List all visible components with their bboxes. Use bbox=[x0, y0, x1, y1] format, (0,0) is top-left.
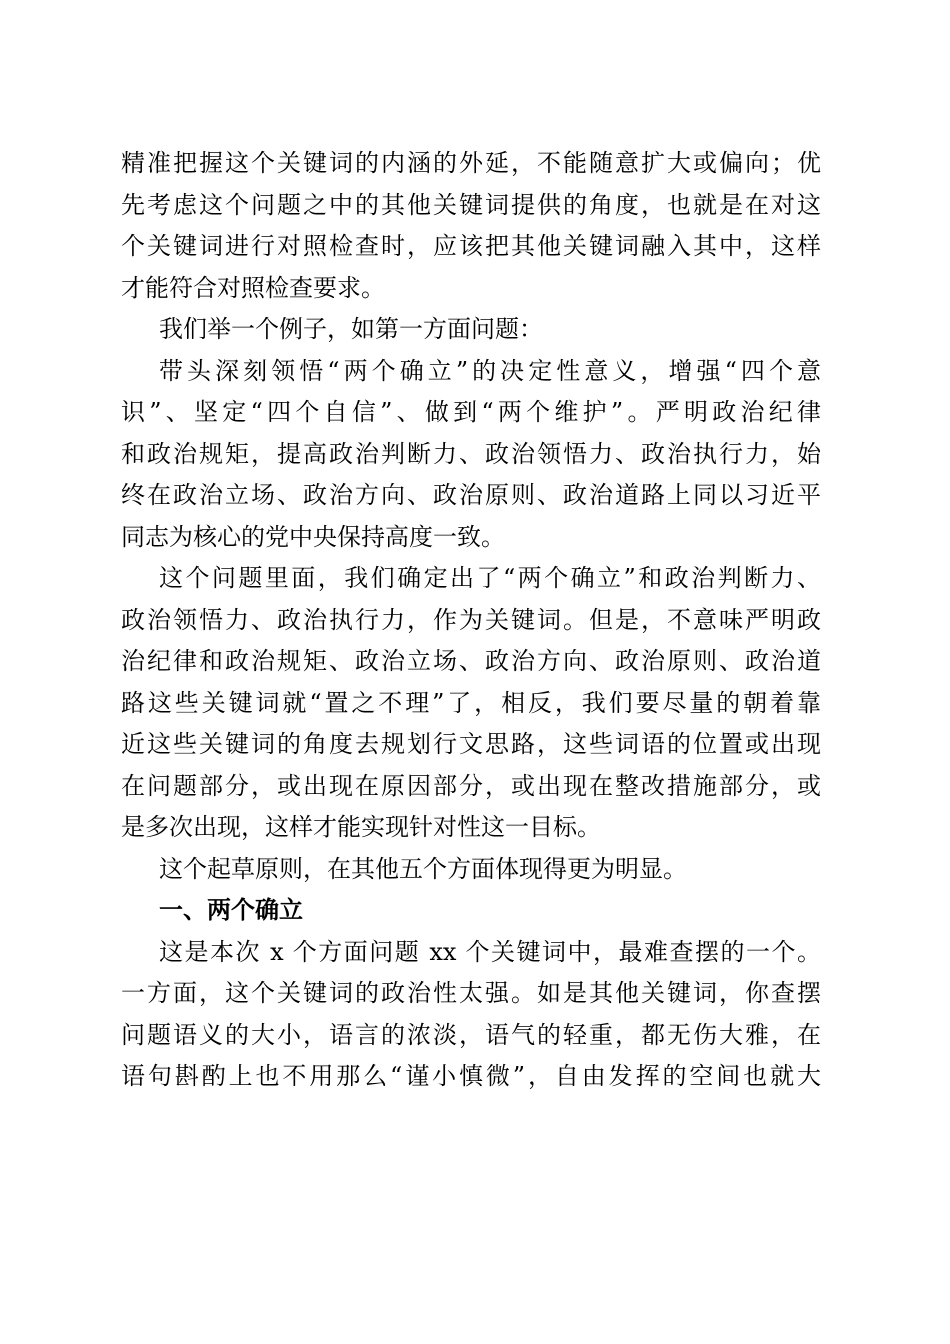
text-line: 近这些关键词的角度去规划行文思路，这些词语的位置或出现 bbox=[121, 730, 821, 758]
text-line: 终在政治立场、政治方向、政治原则、政治道路上同以习近平 bbox=[121, 481, 821, 509]
text-line: 精准把握这个关键词的内涵的外延，不能随意扩大或偏向；优 bbox=[121, 149, 821, 177]
text-line: 带头深刻领悟“两个确立”的决定性意义，增强“四个意 bbox=[159, 356, 821, 385]
text-line: 才能符合对照检查要求。 bbox=[121, 273, 385, 302]
section-heading: 一、两个确立 bbox=[159, 896, 303, 924]
text-line: 同志为核心的党中央保持高度一致。 bbox=[121, 522, 505, 551]
text-line: 这个起草原则，在其他五个方面体现得更为明显。 bbox=[159, 854, 687, 883]
text-line: 一方面，这个关键词的政治性太强。如是其他关键词，你查摆 bbox=[121, 979, 821, 1007]
text-line: 和政治规矩，提高政治判断力、政治领悟力、政治执行力，始 bbox=[121, 439, 821, 468]
text-line: 这是本次 x 个方面问题 xx 个关键词中，最难查摆的一个。 bbox=[159, 937, 821, 966]
text-line: 这个问题里面，我们确定出了“两个确立”和政治判断力、 bbox=[159, 564, 821, 592]
text-line: 我们举一个例子，如第一方面问题： bbox=[159, 315, 543, 343]
text-line: 治纪律和政治规矩、政治立场、政治方向、政治原则、政治道 bbox=[121, 647, 821, 675]
text-line: 问题语义的大小，语言的浓淡，语气的轻重，都无伤大雅，在 bbox=[121, 1020, 821, 1049]
text-line: 识”、坚定“四个自信”、做到“两个维护”。严明政治纪律 bbox=[121, 398, 821, 426]
document-body bbox=[121, 143, 821, 1098]
text-line: 在问题部分，或出现在原因部分，或出现在整改措施部分，或 bbox=[121, 771, 821, 800]
text-line: 个关键词进行对照检查时，应该把其他关键词融入其中，这样 bbox=[121, 232, 821, 260]
text-line: 路这些关键词就“置之不理”了，相反，我们要尽量的朝着靠 bbox=[121, 688, 821, 717]
text-line: 语句斟酌上也不用那么“谨小慎微”，自由发挥的空间也就大 bbox=[121, 1062, 821, 1090]
text-line: 先考虑这个问题之中的其他关键词提供的角度，也就是在对这 bbox=[121, 190, 821, 219]
text-line: 政治领悟力、政治执行力，作为关键词。但是，不意味严明政 bbox=[121, 605, 821, 634]
text-line: 是多次出现，这样才能实现针对性这一目标。 bbox=[121, 813, 601, 841]
